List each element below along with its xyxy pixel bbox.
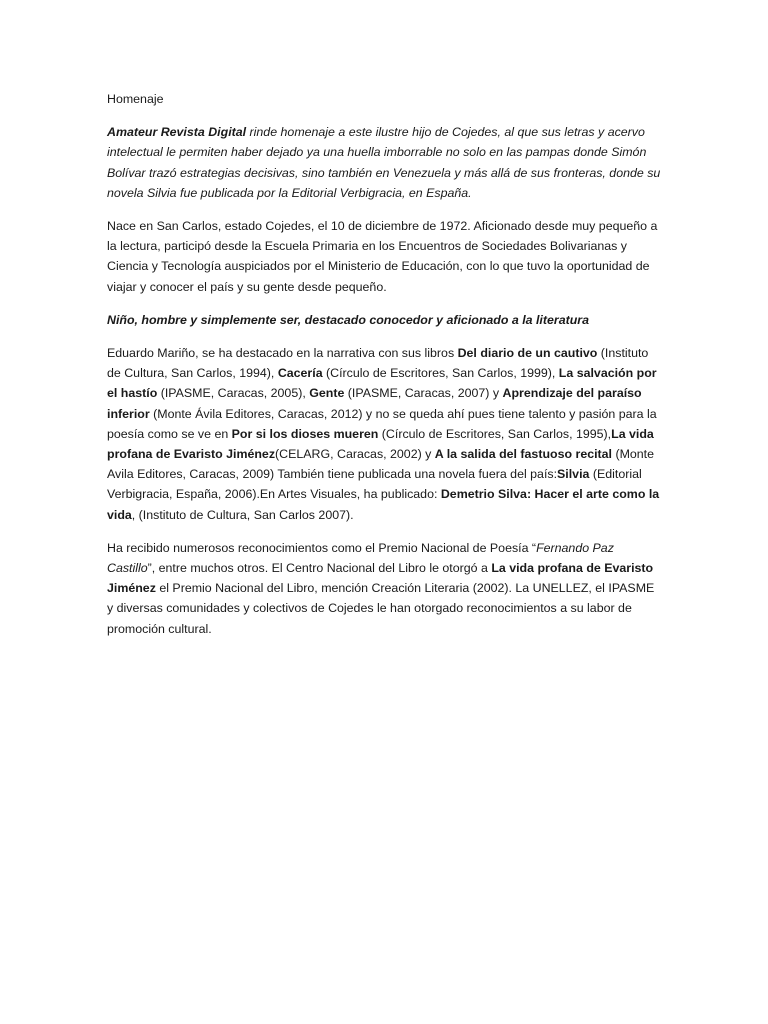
- intro-paragraph: [107, 122, 663, 203]
- works-paragraph: [107, 343, 663, 525]
- works-text: (IPASME, Caracas, 2007) y: [344, 386, 503, 401]
- works-text: , (Instituto de Cultura, San Carlos 2007).: [131, 507, 354, 522]
- book-title: Del diario de un cautivo: [457, 346, 598, 361]
- document-page: [107, 89, 663, 652]
- works-text: (Círculo de Escritores, San Carlos, 1999),: [322, 366, 559, 381]
- works-text: Eduardo Mariño, se ha destacado en la narrativa con sus libros: [107, 346, 458, 361]
- book-title: La vida profana de Evaristo Jiménez: [107, 426, 654, 462]
- book-title: Por si los dioses mueren: [231, 426, 379, 441]
- works-text: (Monte Ávila Editores, Caracas, 2012) y no se queda ahí pues tiene talento y pasión para la poesía como se ve en: [107, 406, 657, 441]
- section-subheading: [107, 310, 663, 330]
- magazine-name: Amateur Revista Digital: [107, 125, 247, 140]
- works-text: (Editorial Verbigracia, España, 2006).En Artes Visuales, ha publicado:: [107, 467, 642, 502]
- works-text: (Círculo de Escritores, San Carlos, 1995),: [378, 426, 612, 441]
- works-text: (Monte Avila Editores, Caracas, 2009) También tiene publicada una novela fuera del país:: [107, 447, 655, 482]
- book-title: Silvia: [557, 467, 590, 482]
- awards-paragraph: [107, 538, 663, 639]
- works-text: (CELARG, Caracas, 2002) y: [275, 447, 435, 462]
- awards-text: Ha recibido numerosos reconocimientos como el Premio Nacional de Poesía “: [107, 540, 537, 555]
- works-text: (IPASME, Caracas, 2005),: [157, 386, 310, 401]
- book-title: Cacería: [277, 366, 323, 381]
- book-title: La salvación por el hastío: [107, 366, 657, 401]
- book-title: Aprendizaje del paraíso inferior: [107, 386, 642, 421]
- awards-text: ”, entre muchos otros. El Centro Nacional del Libro le otorgó a: [147, 561, 492, 576]
- book-title: Gente: [309, 386, 345, 401]
- book-title: La vida profana de Evaristo Jiménez: [107, 561, 654, 596]
- biography-paragraph: Nace en San Carlos, estado Cojedes, el 10 de diciembre de 1972. Aficionado desde muy pequeño a la lectura, participó desde la Escuela Primaria en los Encuentros de Sociedades Bolivarianas y Ciencia y Tecnología auspiciados por el Ministerio de Educación, con lo que tuvo la oportunidad de viajar y conocer el país y su gente desde pequeño.: [107, 219, 658, 294]
- subheading-text: Niño, hombre y simplemente ser, destacado conocedor y aficionado a la literatura: [107, 312, 590, 327]
- award-name: Fernando Paz Castillo: [107, 540, 614, 576]
- awards-text: el Premio Nacional del Libro, mención Creación Literaria (2002). La UNELLEZ, el IPASME y diversas comunidades y colectivos de Cojedes le han otorgado reconocimientos a su labor de promoción cultural.: [107, 581, 655, 636]
- page-heading: Homenaje: [107, 92, 164, 106]
- book-title: Demetrio Silva: Hacer el arte como la vida: [107, 487, 660, 522]
- works-text: (Instituto de Cultura, San Carlos, 1994),: [107, 346, 649, 381]
- book-title: A la salida del fastuoso recital: [434, 447, 612, 462]
- intro-text: rinde homenaje a este ilustre hijo de Cojedes, al que sus letras y acervo intelectual le permiten haber dejado ya una huella imborrable no solo en las pampas donde Simón Bolívar trazó estrategias decisivas, sino también en Venezuela y más allá de sus fronteras, donde su novela Silvia fue publicada por la Editorial Verbigracia, en España.: [107, 125, 661, 200]
